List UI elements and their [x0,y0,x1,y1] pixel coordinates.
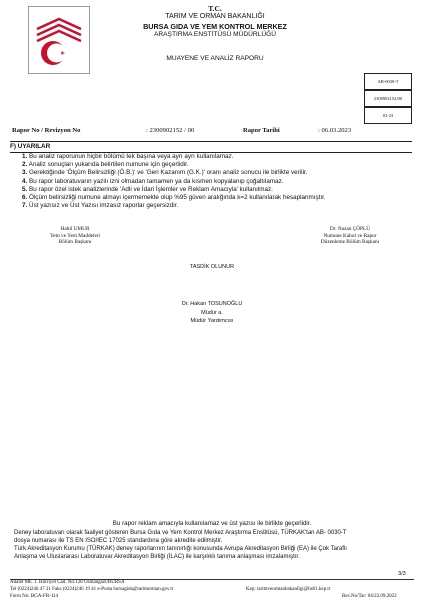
approval-label: TASDİK OLUNUR [189,264,235,270]
doc-code-box-1: AB-0030-T [364,73,412,90]
list-item: 5. Bu rapor özel istek analizlerinde 'Adli ve İdari İşlemler ve Reklam Amacıyla' kullanılmaz. [22,185,273,193]
footer-form-no: Form No: BGA-FR-114 [10,594,59,599]
list-item: 6. Ölçüm belirsizliği numune almayı içermemekte olup %95 güven aralığında k=2 kullanılarak hesaplanmıştır. [22,194,326,202]
warnings-heading: F) UYARILAR [10,141,412,153]
report-date-label: Rapor Tarihi [243,127,280,134]
list-item: 2. Analiz sonuçları yukarıda belirtilen numune için geçerlidir. [22,161,189,169]
page-number: 3/3 [398,571,406,577]
signature-left-title: Yem ve Yem Maddeleri [49,232,101,239]
footer-address: Adalet Mh. 1. Hürriyet Cad. No:128 Osmangazi/BURSA [10,580,125,585]
report-no-value: : 2300902152 / 00 [146,127,195,134]
footer-kep: Kep: tarimveormanbakanligi@hs01.kep.tr [246,587,331,592]
doc-code-box-3: 03-23 [364,107,412,124]
approver-name: Dr. Hakan TOSUNOĞLU [181,301,243,307]
bottom-note-5: Anlaşma ve Uluslararası Laboratuvar Akreditasyon Birliği (ILAC) ile karşılıklı tanıma anlaşması imzalamıştır. [14,554,300,560]
crescent-star-logo-icon [29,7,89,73]
doc-code-box-2: 2300902152/00 [364,90,412,107]
header-ministry: TARIM VE ORMAN BAKANLIĞI [165,13,265,20]
list-item: 1. Bu analiz raporunun hiçbir bölümü tek başına veya ayrı ayrı kullanılamaz. [22,153,234,160]
signature-left [20,226,130,246]
list-item: 7. Üst yazısız ve Üst Yazısı imzasız raporlar geçersizdir. [22,202,179,210]
warnings-list [22,153,326,210]
ministry-logo [28,6,90,74]
header-tc: T.C. [208,4,222,13]
bottom-note-3: dosya numarası ile TS EN ISO/IEC 17025 standardına göre akredite edilmiştir. [14,538,223,544]
signature-left-name: Habil UMUR [60,226,90,232]
bottom-note-4: Türk Akreditasyon Kurumu (TÜRKAK) deney raporlarının tanınırlığı konusunda Avrupa Akreditasyon Birliği (EA) ile Çok Taraflı [14,546,347,552]
footer-revision: Rev.No/Tar: 04/22.09.2022 [342,594,397,599]
bottom-note-2: Deney laboratuvarı olarak faaliyet gösteren Bursa Gıda ve Yem Kontrol Merkez Araştırma Enstitüsü, TÜRKAK'tan AB- 0030-T [14,530,347,536]
footer-contact: Tel (0224)246 47 21 Faks (0224)246 19 41 e-Posta bursagida@tarimorman.gov.tr [10,587,174,592]
approver-role: Müdür Yardımcısı [190,318,234,324]
signature-right [290,226,410,246]
list-item: 4. Bu rapor laboratuvarın yazılı izni olmadan tamamen ya da kısmen kopyalanıp çoğaltılamaz. [22,177,284,185]
list-item: 3. Gerektiğinde 'Ölçüm Belirsizliği (Ö.B.)' ve 'Geri Kazanım (G.K.)' oranı analiz sonucu ile birlikte verilir. [22,169,308,177]
report-no-label: Rapor No / Revizyon No [12,127,81,134]
header-directorate: ARAŞTIRMA ENSTİTÜSÜ MÜDÜRLÜĞÜ [154,31,276,38]
signature-right-title: Numune Kabul ve Rapor [323,232,377,239]
signature-right-name: Dr. Nazan ÇÖPLÜ [329,226,371,232]
header-institute: BURSA GIDA VE YEM KONTROL MERKEZ [143,22,287,31]
bottom-note-1: Bu rapor reklam amacıyla kullanılamaz ve üst yazısı ile birlikte geçerlidir. [112,520,312,527]
report-date-value: : 06.03.2023 [318,127,352,134]
signature-right-role: Düzenleme Bölüm Başkanı [320,239,380,245]
approver-title: Müdür a. [201,310,223,316]
signature-left-role: Bölüm Başkanı [58,239,92,245]
report-type-title: MUAYENE VE ANALİZ RAPORU [166,55,264,62]
